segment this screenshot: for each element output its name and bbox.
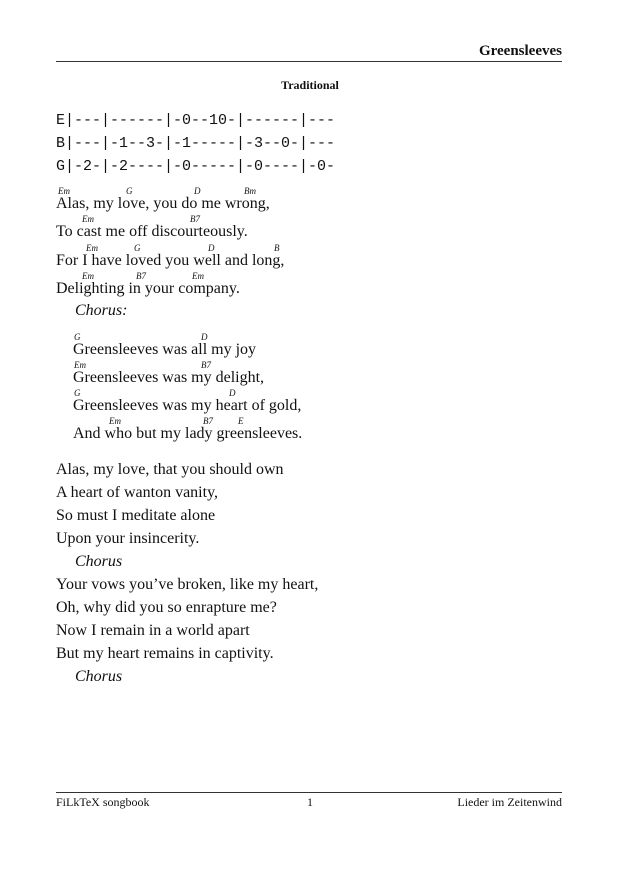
chord: B7 — [203, 416, 213, 426]
footer-page-number: 1 — [307, 795, 313, 809]
chorus-ref: Chorus — [75, 553, 123, 570]
lyric-text: Greensleeves was my heart of gold, — [73, 397, 302, 414]
chord: B7 — [201, 360, 211, 370]
lyric-text: Greensleeves was all my joy — [73, 341, 257, 358]
verse3-line-1: Your vows you’ve broken, like my heart, — [56, 576, 319, 593]
lyric-text: For I have loved you well and long, — [56, 252, 285, 269]
verse2-line-4: Upon your insincerity. — [56, 530, 200, 547]
chorus-ref: Chorus — [75, 668, 123, 685]
chord: B7 — [190, 214, 200, 224]
chord: B7 — [136, 271, 146, 281]
chord: E — [238, 416, 244, 426]
chord: G — [74, 388, 81, 398]
chorus-line-4 — [73, 416, 473, 444]
chord: G — [134, 243, 141, 253]
header-rule — [56, 61, 562, 62]
footer-songbook: FiLkTeX songbook — [56, 795, 150, 809]
tab-line-g: G|-2-|-2----|-0-----|-0----|-0- — [56, 158, 336, 175]
footer-rule — [56, 792, 562, 793]
verse1-line-1 — [56, 186, 456, 214]
footer-collection: Lieder im Zeitenwind — [457, 795, 562, 809]
verse1-line-4 — [56, 271, 456, 299]
chorus-line-1 — [73, 332, 473, 360]
chord: Em — [109, 416, 121, 426]
page-header-title: Greensleeves — [478, 43, 562, 59]
lyric-text: To cast me off discourteously. — [56, 223, 248, 240]
chord: Em — [58, 186, 70, 196]
verse1-line-2 — [56, 214, 456, 242]
chord: G — [74, 332, 81, 342]
lyric-text: Greensleeves was my delight, — [73, 369, 265, 386]
chord: B — [274, 243, 280, 253]
verse2-line-2: A heart of wanton vanity, — [56, 484, 219, 501]
chord: D — [229, 388, 236, 398]
chorus-line-2 — [73, 360, 473, 388]
chord: D — [201, 332, 208, 342]
lyric-text: And who but my lady greensleeves. — [73, 425, 303, 442]
verse2-line-3: So must I meditate alone — [56, 507, 216, 524]
chord: Bm — [244, 186, 256, 196]
chord: Em — [82, 271, 94, 281]
chord: Em — [82, 214, 94, 224]
tab-line-e: E|---|------|-0--10-|------|--- — [56, 112, 336, 129]
verse2-line-1: Alas, my love, that you should own — [56, 461, 284, 478]
chord: Em — [86, 243, 98, 253]
chorus-label: Chorus: — [75, 302, 128, 319]
lyric-text: Delighting in your company. — [56, 280, 240, 297]
chord: Em — [192, 271, 204, 281]
song-subtitle: Traditional — [281, 78, 339, 92]
chord: D — [208, 243, 215, 253]
verse3-line-4: But my heart remains in captivity. — [56, 645, 274, 662]
verse3-line-3: Now I remain in a world apart — [56, 622, 250, 639]
lyric-text: Alas, my love, you do me wrong, — [56, 195, 270, 212]
chord: G — [126, 186, 133, 196]
verse1-line-3 — [56, 243, 456, 271]
chorus-line-3 — [73, 388, 473, 416]
chord: D — [194, 186, 201, 196]
tab-line-b: B|---|-1--3-|-1-----|-3--0-|--- — [56, 135, 336, 152]
chord: Em — [74, 360, 86, 370]
verse3-line-2: Oh, why did you so enrapture me? — [56, 599, 277, 616]
